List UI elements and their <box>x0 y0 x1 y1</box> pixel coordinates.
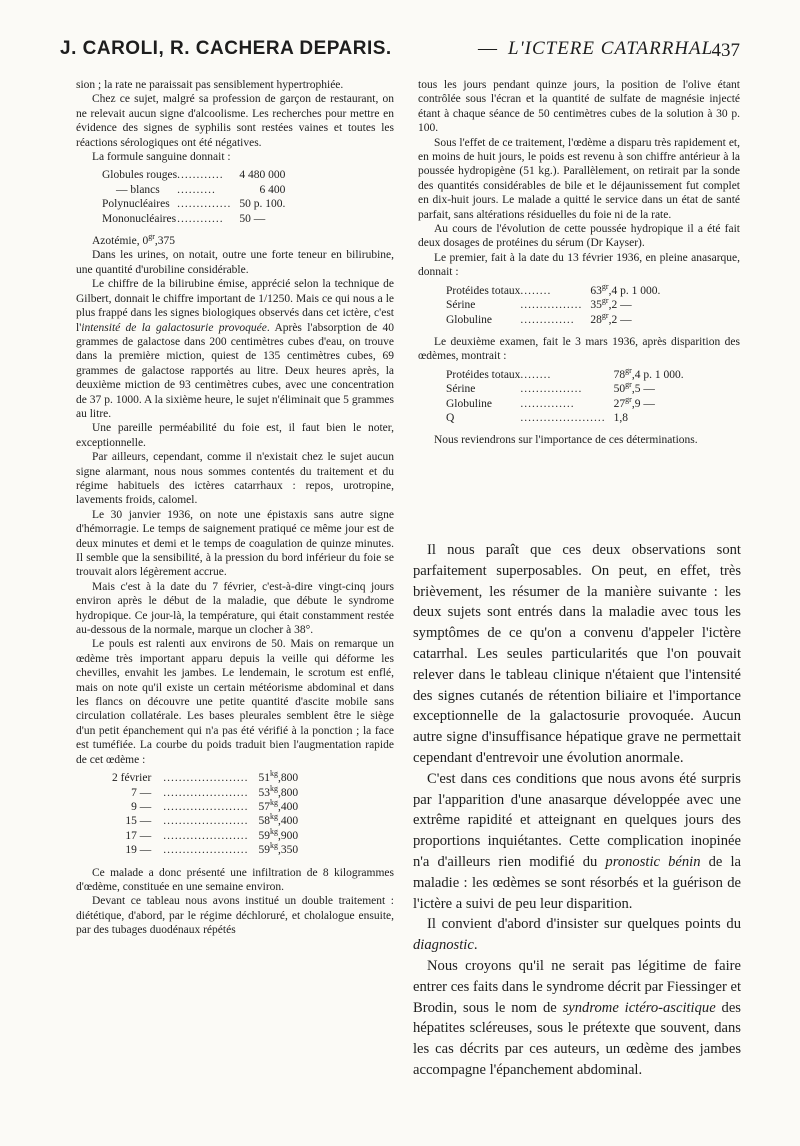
weight-value: $59^{kg},900$ <box>258 826 299 842</box>
blood-label: Mononucléaires <box>102 212 177 225</box>
blood-label: Polynucléaires <box>102 198 170 211</box>
blood-label: — blancs <box>116 183 160 196</box>
table-row <box>446 298 660 312</box>
weight-date: 7 — <box>131 786 152 799</box>
weight-date: 2 février <box>112 772 152 785</box>
table-row <box>446 411 684 425</box>
paragraph: Le 30 janvier 1936, on note une épistaxis sans autre signe d'hémorragie. Le temps de saignement pratiqué ce même jour est de deux minutes et demi et le temps de coagulation de quinze minutes. Il semble que la sensibilité, à la pression du bord inférieur du foie se trouvait alors légèrement accrue. <box>76 508 394 579</box>
paragraph: Par ailleurs, cependant, comme il n'existait chez le sujet aucun signe alarmant, nous nous sommes contentés du traitement et du régime habituels des ictères catarrhaux : repos, urotropine, lavements froids, calomel. <box>76 451 394 507</box>
blood-value: 50 — <box>239 212 266 225</box>
dot-leader: .............. <box>520 313 575 326</box>
blood-value: 6 400 <box>259 183 286 196</box>
blood-value: 4 480 000 <box>239 169 286 182</box>
table-row <box>446 368 684 382</box>
paragraph: Au cours de l'évolution de cette poussée hydropique il a été fait deux dosages de protéines du sérum (Dr Kayser). <box>418 223 740 250</box>
dot-leader: ...................... <box>163 786 249 799</box>
protein-value: $35^{gr},2$ — <box>590 296 632 312</box>
emphasis: pronostic bénin <box>605 853 701 870</box>
right-column <box>418 78 740 448</box>
paragraph: Devant ce tableau nous avons institué un double traitement : diététique, d'abord, par le régime déchloruré, et cholalogue ensuite, par des tubages duodénaux répétés <box>76 895 394 937</box>
dot-leader: ............ <box>177 212 224 225</box>
protein-label: Protéides totaux <box>446 284 521 297</box>
header-authors: J. CAROLI, R. CACHERA DEPARIS. <box>60 38 392 59</box>
azotemie-line: Azotémie, $0^{gr},375$ <box>92 232 175 248</box>
paragraph: La formule sanguine donnait : <box>92 151 231 164</box>
weight-date: 19 — <box>125 844 152 857</box>
table-row <box>102 168 285 182</box>
weight-date: 17 — <box>125 829 152 842</box>
blood-formula-table <box>102 168 285 226</box>
dot-leader: ...................... <box>163 772 249 785</box>
dot-leader: ............ <box>177 169 224 182</box>
dot-leader: ...................... <box>163 800 249 813</box>
paragraph: Sous l'effet de ce traitement, l'œdème a disparu très rapidement et, en moins de huit jours, le poids est revenu à son chiffre antérieur à la poussée hydropigène (51 kg.). Parallèlement, on retirait par la sonde des quantités considérables de bile et le déjaunissement fut complet en dix-huit jours. Le malade a quitté le service dans un état de santé parfait, sans altérations résiduelles du foie ni de la rate. <box>418 136 740 221</box>
protein-value: $63^{gr},4$ p. 1 000. <box>590 281 661 297</box>
paragraph: Le deuxième examen, fait le 3 mars 1936, après disparition des œdèmes, montrait : <box>418 335 740 363</box>
table-row <box>102 212 285 226</box>
protein-value: $78^{gr},4$ p. 1 000. <box>613 365 684 381</box>
paragraph: C'est dans ces conditions que nous avons été surpris par l'apparition d'une anasarque développée avec une extrême rapidité et atteignant en quelques jours des proportions inquiétantes. Cette complication inopinée n'a d'ailleurs rien modifié du pronostic bénin de la maladie : les œdèmes se sont résorbés et la guérison de l'ictère a suivi de peu leur disparition. <box>413 770 741 912</box>
dot-leader: .............. <box>177 198 232 211</box>
emphasis: intensité de la galactosurie provoquée <box>81 321 267 334</box>
weight-value: $53^{kg},800$ <box>258 783 299 799</box>
protein-value: 1,8 <box>613 411 629 424</box>
weight-value: $57^{kg},400$ <box>258 798 299 813</box>
dot-leader: .............. <box>520 397 575 410</box>
paragraph: sion ; la rate ne paraissait pas sensiblement hypertrophiée. <box>76 79 344 91</box>
paragraph: Mais c'est à la date du 7 février, c'est-à-dire vingt-cinq jours environ après le début de la maladie, que débute le syndrome hydropique. Ce jour-là, la température, qui était constamment restée au-dessous de la normale, marque un clocher à 38°. <box>76 580 394 637</box>
paragraph: Le pouls est ralenti aux environs de 50. Mais on remarque un œdème très important apparu depuis la veille qui déforme les chevilles, envahit les jambes. Le lendemain, le scrotum est enflé, mais on note qu'il existe un certain météorisme abdominal et dans les flancs on découvre une petite quantité d'ascite mobile sans circulation collatérale. Les bases pleurales semblent être le siège d'un petit épanchement qui n'a pas été vérifié à la ponction ; la face est tuméfiée. La courbe du poids traduit bien l'augmentation rapide de cet œdème : <box>76 638 394 766</box>
emphasis: syndrome ictéro-ascitique <box>562 999 716 1016</box>
dot-leader: ................ <box>520 383 583 396</box>
dot-leader: .......... <box>177 183 216 196</box>
protein-value: $28^{gr},2$ — <box>590 310 632 326</box>
paragraph: Il convient d'abord d'insister sur quelques points du diagnostic. <box>413 916 741 954</box>
protein-table-1 <box>446 281 661 327</box>
table-row <box>446 397 684 411</box>
protein-label: Q <box>446 411 455 424</box>
paragraph: Le premier, fait à la date du 13 février 1936, en pleine anasarque, donnait : <box>418 251 740 279</box>
protein-label: Sérine <box>446 383 476 396</box>
dot-leader: ...................... <box>163 815 249 828</box>
dot-leader: ................ <box>520 299 583 312</box>
paragraph: Il nous paraît que ces deux observations sont parfaitement superposables. On peut, en effet, très brièvement, les résumer de la manière suivante : les deux sujets sont entrés dans la maladie avec tous les symptômes de ce qu'on a convenu d'appeler l'ictère catarrhal. Les seules particularités que l'on pouvait relever dans le tableau clinique n'étaient que l'intensité des signes cutanés de rétention biliaire et l'importance exceptionnelle de la galactosurie provoquée. Aucun autre signe d'insuffisance hépatique grave ne permettait cependant d'entrevoir une évolution anormale. <box>413 542 741 766</box>
paragraph: tous les jours pendant quinze jours, la position de l'olive étant contrôlée sous l'écran et la quantité de sulfate de magnésie injecté étant à chaque séance de 50 centimètres cubes de la solution à 30 p. 100. <box>418 79 740 135</box>
blood-label: Globules rouges <box>102 169 178 182</box>
table-row <box>102 183 285 197</box>
table-row <box>446 313 660 327</box>
protein-value: $27^{gr},9$ — <box>613 394 655 410</box>
protein-label: Globuline <box>446 313 492 326</box>
protein-value: $50^{gr},5$ — <box>613 380 655 396</box>
dot-leader: ........ <box>520 284 552 297</box>
weight-value: $59^{kg},350$ <box>258 841 299 857</box>
table-row <box>102 197 285 211</box>
paragraph: Ce malade a donc présenté une infiltration de 8 kilogrammes d'œdème, constituée en une semaine environ. <box>76 866 394 893</box>
paragraph: Chez ce sujet, malgré sa profession de garçon de restaurant, on ne relevait aucun signe d'alcoolisme. Les recherches pour mettre en évidence des signes de syphilis sont restées vaines et toutes les réactions sérologiques ont été négatives. <box>76 93 394 149</box>
weight-value: $58^{kg},400$ <box>258 812 299 828</box>
page-number: 437 <box>711 40 740 61</box>
paragraph: Dans les urines, on notait, outre une forte teneur en bilirubine, une quantité d'urobiline considérable. <box>76 249 394 276</box>
header-title: L'ICTERE CATARRHAL <box>508 38 714 59</box>
dot-leader: ...................... <box>163 844 249 857</box>
running-header <box>60 38 740 68</box>
protein-label: Protéides totaux <box>446 368 521 381</box>
protein-label: Sérine <box>446 299 476 312</box>
header-dash: — <box>478 38 497 59</box>
table-row <box>446 382 684 396</box>
paragraph: Nous reviendrons sur l'importance de ces déterminations. <box>434 434 698 447</box>
weight-date: 9 — <box>131 800 152 813</box>
dot-leader: ........ <box>520 368 552 381</box>
table-row <box>112 843 298 857</box>
dot-leader: ...................... <box>163 829 249 842</box>
paragraph: Nous croyons qu'il ne serait pas légitime de faire entrer ces faits dans le syndrome décrit par Fiessinger et Brodin, sous le nom de syndrome ictéro-ascitique des hépatites scléreuses, sous le prétexte que souvent, dans les cas décrits par ces auteurs, un œdème des jambes accompagne l'épanchement abdominal. <box>413 957 741 1078</box>
protein-table-2 <box>446 365 684 426</box>
paragraph: Le chiffre de la bilirubine émise, apprécié selon la technique de Gilbert, donnait le chiffre important de 1/1250. Mais ce qui nous a le plus frappé dans les signes biologiques observés dans cet ictère, c'est l'intensité de la galactosurie provoquée. Après l'absorption de 40 grammes de galactose dans 200 centimètres cubes d'eau, on trouve dans la première miction, quiest de 135 centimètres cubes, 69 grammes de galactose rapportés au litre. Deux heures après, la deuxième miction de 93 centimètres cubes, avec une concentration de 37 p. 1000. A la sixième heure, le sujet n'éliminait que 5 grammes au litre. <box>76 278 394 420</box>
left-column <box>76 78 394 938</box>
right-column-large-text <box>413 540 741 1081</box>
weight-date: 15 — <box>125 815 152 828</box>
dot-leader: ...................... <box>520 411 606 424</box>
paragraph: Une pareille perméabilité du foie est, il faut bien le noter, exceptionnelle. <box>76 422 394 449</box>
protein-label: Globuline <box>446 397 492 410</box>
weight-value: $51^{kg},800$ <box>258 769 299 785</box>
weight-curve-table <box>112 771 298 857</box>
table-row <box>446 284 660 298</box>
emphasis: diagnostic <box>413 937 474 954</box>
blood-value: 50 p. 100. <box>239 198 286 211</box>
